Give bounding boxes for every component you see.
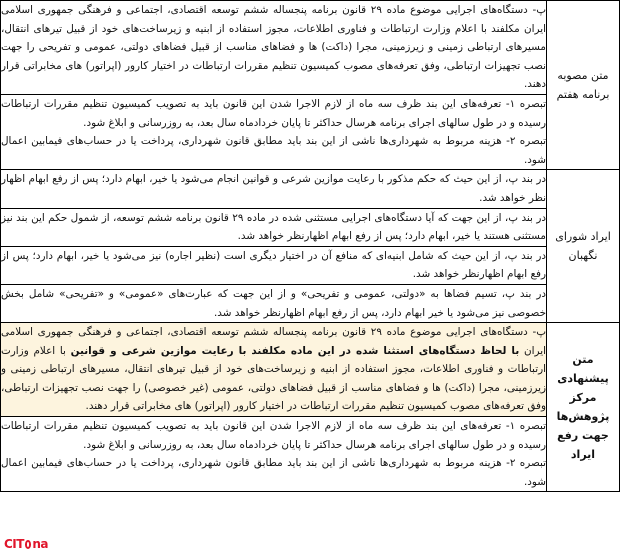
paragraph: تبصره ۱- تعرفه‌های این بند ظرف سه ماه از لازم الاجرا شدن این قانون باید به تصویب کمیسیون تنظیم مقررات ارتباطات رسیده و در طول سالهای اجرای برنامه هرسال حداکثر تا پایان خردادماه سال بعد، به روزرسانی و ابلاغ شود.: [1, 94, 546, 132]
paragraph: در بند پ، از این حیث که شامل ابنیه‌ای که منافع آن در اختیار دیگری است (نظیر اجاره) نیز می‌شود یا خیر، ابهام دارد؛ پس از رفع ابهام اظهارنظر خواهد شد.: [1, 246, 546, 284]
paragraph-text: پ- دستگاه‌های اجرایی موضوع ماده ۲۹ قانون برنامه پنجساله ششم توسعه اقتصادی، اجتماعی و فرهنگی جمهوری اسلامی ایران: [1, 326, 546, 357]
paragraph: [1, 323, 546, 416]
row-content: [1, 170, 547, 323]
row-content: [1, 1, 547, 170]
row-label: متن پیشنهادی مرکز پژوهش‌ها جهت رفع ایراد: [547, 323, 620, 492]
row-content: [1, 323, 547, 492]
paragraph: در بند پ، تسیم فضاها به «دولتی، عمومی و تفریحی» و از این جهت که عبارت‌های «عمومی» و «تفریحی» شامل بخش خصوصی نیز می‌شود یا خیر ابهام دارد، پس از رفع ابهام اظهارنظر خواهد شد.: [1, 284, 546, 322]
logo-text: na: [32, 537, 48, 551]
paragraph: تبصره ۱- تعرفه‌های این بند ظرف سه ماه از لازم الاجرا شدن این قانون باید به تصویب کمیسیون تنظیم مقررات ارتباطات رسیده و در طول سالهای اجرای برنامه هرسال حداکثر تا پایان خردادماه سال بعد، به روزرسانی و ابلاغ شود.: [1, 416, 546, 454]
row-label: متن مصوبه برنامه هفتم: [547, 1, 620, 170]
logo-text: CIT: [4, 537, 24, 551]
table-row: [1, 170, 620, 323]
highlighted-amendment: با لحاظ دستگاه‌های استثنا شده در این ماده مکلفند با رعایت موازین شرعی و قوانین: [70, 344, 520, 357]
paragraph: پ- دستگاه‌های اجرایی موضوع ماده ۲۹ قانون برنامه پنجساله ششم توسعه اقتصادی، اجتماعی و فرهنگی جمهوری اسلامی ایران مکلفند با اعلام وزارت ارتباطات و فناوری اطلاعات، مجوز استفاده از ابنیه و زیرساخت‌های خود از قبیل تیرهای انتقال، مسیرهای ارتباطی زمینی و زیرزمینی، مجرا (داکت) ها و فضاهای مناسب از قبیل فضاهای دولتی، عمومی و تفریحی را جهت نصب تجهیزات ارتباطی، وفق تعرفه‌های مصوب کمیسیون تنظیم مقررات ارتباطات در اختیار کارور (اپراتور) های مخابراتی قرار دهند.: [1, 4, 546, 91]
table-row: [1, 323, 620, 492]
paragraph-text: با اعلام وزارت ارتباطات و فناوری اطلاعات، مجوز استفاده از ابنیه و زیرساخت‌های خود از قبیل تیرهای انتقال، مسیرهای ارتباطی زمینی و زیرزمینی، مجرا (داکت) ها و فضاهای مناسب از قبیل فضاهای دولتی، عمومی (غیر خصوصی) را جهت نصب تجهیزات ارتباطی، وفق تعرفه‌های مصوب کمیسیون تنظیم مقررات ارتباطات در اختیار کارور (اپراتور) های مخابراتی قرار دهند.: [1, 344, 546, 413]
citna-logo: [4, 533, 48, 555]
paragraph: در بند پ، از این حیث که حکم مذکور با رعایت موازین شرعی و قوانین انجام می‌شود یا خیر، ابهام دارد؛ پس از رفع ابهام اظهار نظر خواهد شد.: [1, 173, 546, 204]
paragraph: در بند پ، از این جهت که آیا دستگاه‌های اجرایی مستثنی شده در ماده ۲۹ قانون برنامه ششم توسعه، از شمول حکم این بند نیز مستثنی هستند یا خیر، ابهام دارد؛ پس از رفع ابهام اظهارنظر خواهد شد.: [1, 208, 546, 246]
logo-ring-icon: [25, 540, 31, 549]
row-label: ایراد شورای نگهبان: [547, 170, 620, 323]
paragraph: تبصره ۲- هزینه مربوط به شهرداری‌ها ناشی از این بند باید مطابق قانون شهرداری، پرداخت یا در حساب‌های فیمابین اعمال شود.: [1, 457, 546, 488]
paragraph: تبصره ۲- هزینه مربوط به شهرداری‌ها ناشی از این بند باید مطابق قانون شهرداری، پرداخت یا در حساب‌های فیمابین اعمال شود.: [1, 135, 546, 166]
table-row: [1, 1, 620, 170]
